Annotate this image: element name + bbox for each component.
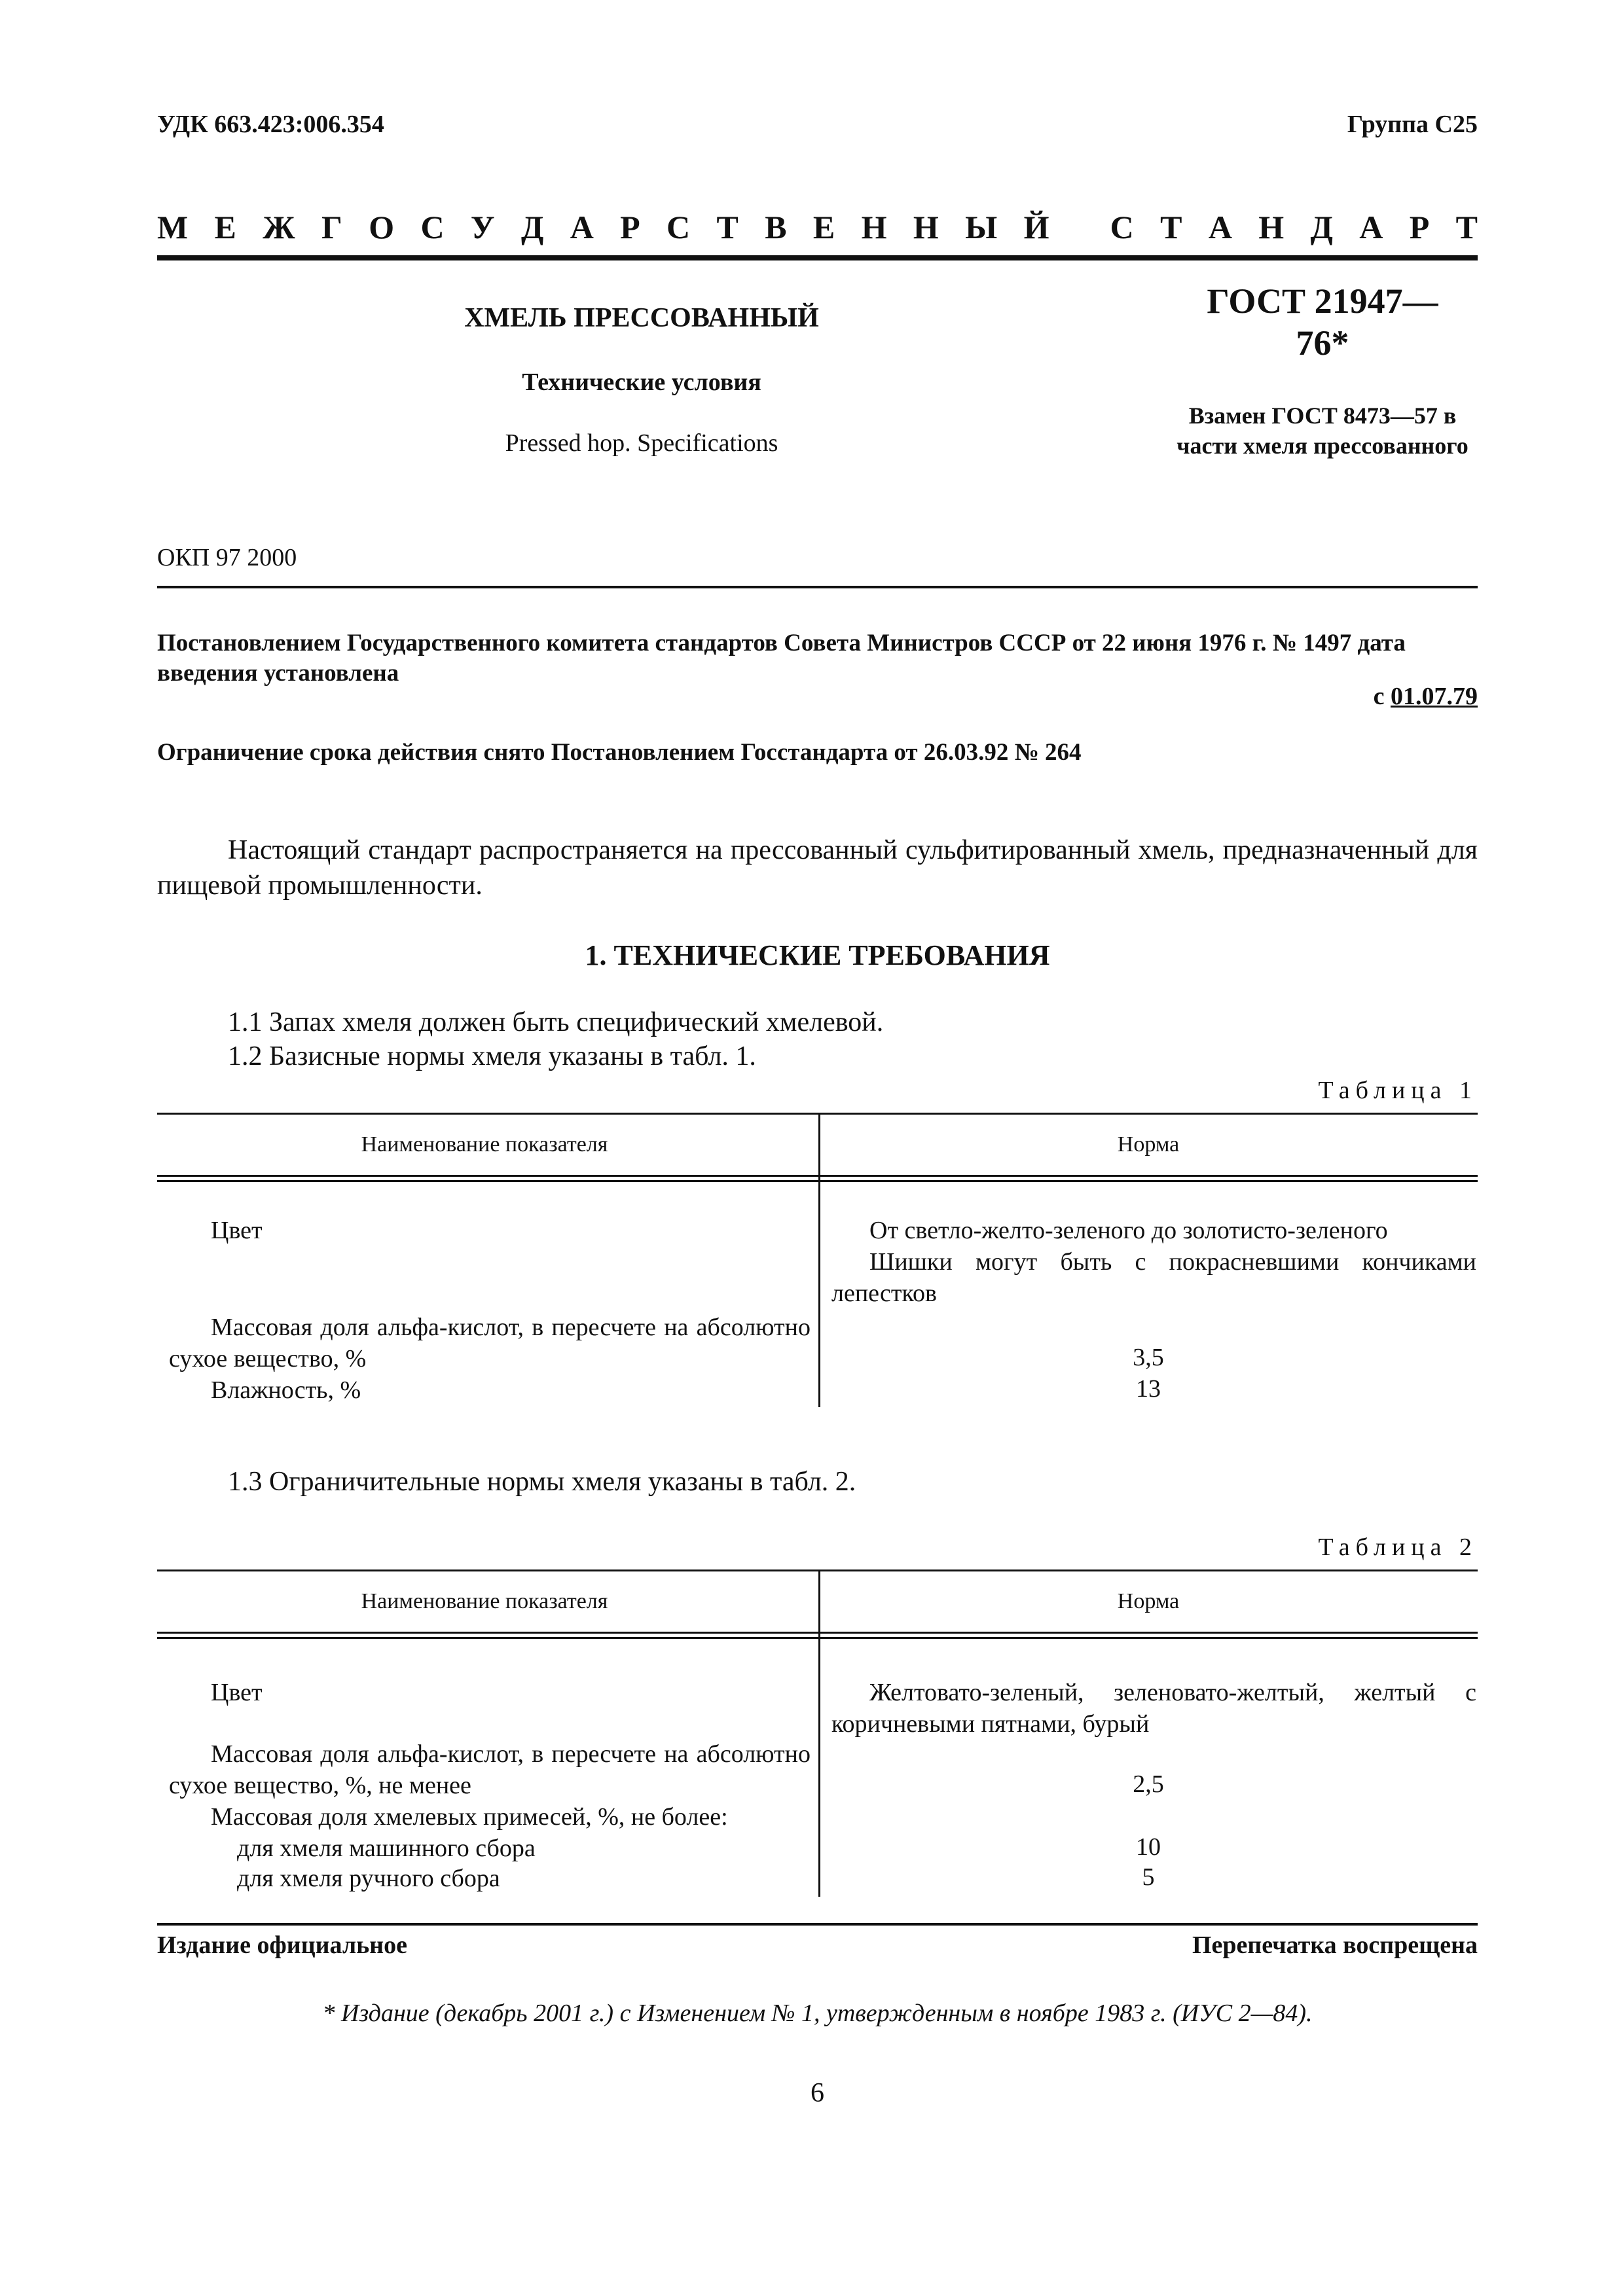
table-2-caption: Таблица 2 [1318,1534,1478,1561]
heading-letter: Е [214,209,236,245]
table-1-alpha-label: Массовая доля альфа-кислот, в пересчете на абсолютно сухое вещество, % [169,1314,811,1372]
introduction-date [1374,682,1478,711]
heading-letter: Н [913,209,939,245]
table-1-top-rule [157,1113,1478,1115]
clause-1-2: 1.2 Базисные нормы хмеля указаны в табл. 1. [228,1041,756,1071]
okp-code: ОКП 97 2000 [157,544,297,571]
table-2-machine-label: для хмеля машинного сбора [237,1835,536,1862]
heading-letter: Р [620,209,640,245]
page-number: 6 [811,2078,824,2108]
gost-number: ГОСТ 21947—76* [1207,281,1438,363]
table-2-color-value: Желтовато-зеленый, зеленовато-желтый, желтый с коричневыми пятнами, бурый [831,1679,1476,1738]
table-1-color-value-2: Шишки могут быть с покрасневшими кончиками лепестков [831,1248,1476,1307]
heading-letter: Т [716,209,739,245]
table-1-header-rule-b [157,1180,1478,1182]
heading-letter: С [666,209,691,245]
heading-letter: Д [1310,209,1333,245]
table-2-manual-value: 5 [1142,1863,1155,1891]
okp-rule [157,586,1478,588]
date-value: 01.07.79 [1391,683,1478,710]
table-1-moisture-label: Влажность, % [211,1376,361,1404]
table-2-top-rule [157,1570,1478,1571]
table-2-header-rule-b [157,1637,1478,1639]
header-rule [157,255,1478,260]
heading-letter: Н [861,209,887,245]
heading-letter: Ж [263,209,295,245]
heading-letter: М [157,209,189,245]
table-1-alpha-value: 3,5 [1133,1344,1164,1371]
heading-letter: А [1208,209,1232,245]
footer-rule [157,1923,1478,1926]
reprint-notice: Перепечатка воспрещена [1192,1931,1478,1959]
resolution-text: Постановлением Государственного комитета стандартов Совета Министров СССР от 22 июня 1976 г. № 1497 дата введения установлена [157,630,1406,687]
heading-letter: Н [1258,209,1285,245]
heading-word-gap [1076,208,1084,247]
table-2-machine-value: 10 [1136,1833,1161,1861]
heading-letter: Т [1160,209,1182,245]
limit-note: Ограничение срока действия снято Постановлением Госстандарта от 26.03.92 № 264 [157,739,1082,766]
date-prefix: с [1373,683,1385,710]
official-edition-label: Издание официальное [157,1931,408,1959]
document-subtitle: Технические условия [522,368,761,396]
clause-1-3: 1.3 Ограничительные нормы хмеля указаны в табл. 2. [228,1467,856,1497]
table-2-alpha-value: 2,5 [1133,1770,1164,1798]
heading-letter: С [420,209,445,245]
table-1-color-value-1: От светло-желто-зеленого до золотисто-зеленого [869,1217,1388,1244]
heading-letter: В [765,209,787,245]
table-1-color-label: Цвет [211,1217,263,1244]
heading-letter: Д [520,209,544,245]
heading-letter: С [1110,209,1134,245]
replaces-note: Взамен ГОСТ 8473—57 в части хмеля прессованного [1176,403,1468,459]
table-2-header-norm: Норма [1117,1589,1180,1613]
heading-letter: Г [321,209,342,245]
table-1-moisture-value: 13 [1136,1375,1161,1403]
heading-letter: Ы [965,209,998,245]
heading-letter: Т [1455,209,1478,245]
document-title: ХМЕЛЬ ПРЕССОВАННЫЙ [464,303,819,333]
table-1-header-norm: Норма [1117,1132,1180,1157]
heading-letter: Е [812,209,835,245]
english-title: Pressed hop. Specifications [505,429,778,457]
section-heading: 1. ТЕХНИЧЕСКИЕ ТРЕБОВАНИЯ [585,939,1050,971]
heading-letter: А [1359,209,1383,245]
table-2-color-label: Цвет [211,1679,263,1706]
intro-paragraph: Настоящий стандарт распространяется на прессованный сульфитированный хмель, предназначенный для пищевой промышленности. [157,835,1478,901]
table-1-header-rule-a [157,1175,1478,1177]
clause-1-1: 1.1 Запах хмеля должен быть специфический хмелевой. [228,1007,884,1037]
heading-letter: Р [1409,209,1430,245]
table-1-header-name: Наименование показателя [361,1132,608,1157]
heading-letter: А [570,209,594,245]
heading-letter: Й [1023,209,1049,245]
table-2-impurity-label: Массовая доля хмелевых примесей, %, не более: [211,1803,728,1831]
table-1-divider [818,1113,820,1407]
table-2-header-name: Наименование показателя [361,1589,608,1613]
edition-note: * Издание (декабрь 2001 г.) с Изменением № 1, утвержденным в ноябре 1983 г. (ИУС 2—84). [322,2000,1313,2027]
heading-letter: О [369,209,395,245]
heading-letter: У [470,209,495,245]
udk-code: УДК 663.423:006.354 [157,111,384,138]
table-2-alpha-label: Массовая доля альфа-кислот, в пересчете на абсолютно сухое вещество, %, не менее [169,1740,811,1799]
table-2-divider [818,1570,820,1897]
table-2-manual-label: для хмеля ручного сбора [237,1865,500,1892]
group-code: Группа С25 [1347,111,1478,138]
standard-type-heading [157,208,1478,247]
table-2-header-rule-a [157,1632,1478,1634]
table-1-caption: Таблица 1 [1318,1077,1478,1104]
